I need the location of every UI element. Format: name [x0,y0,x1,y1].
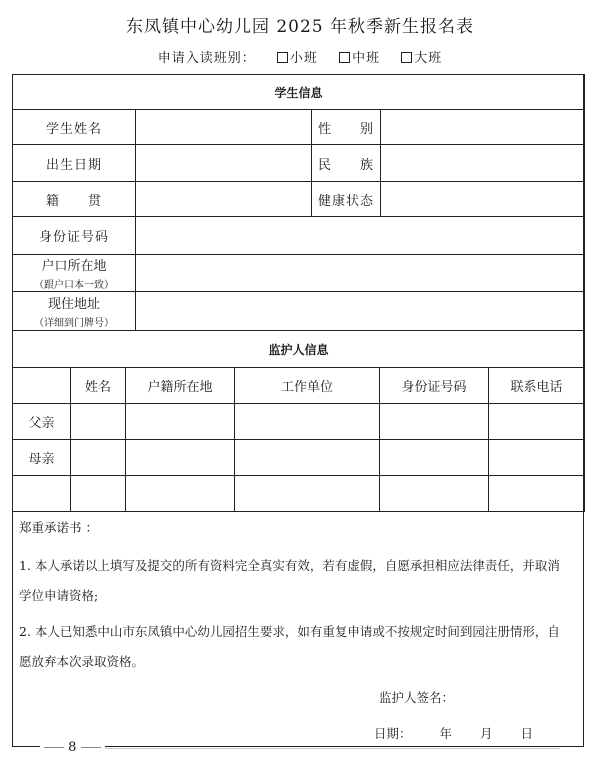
birth-date-label: 出生日期 [13,145,136,182]
footer-dash [44,747,64,748]
option-middle-class[interactable]: 中班 [339,51,380,66]
guardian-info-table [12,330,585,512]
footer-dash [81,747,101,748]
mother-name-field[interactable] [71,440,126,476]
address-label: 现住地址 （详细到门牌号） [13,292,136,331]
father-employer-field[interactable] [235,404,380,440]
health-field[interactable] [381,182,585,217]
mother-phone-field[interactable] [489,440,585,476]
class-selection [0,47,600,66]
other-name-field[interactable] [71,476,126,512]
pledge-section [19,513,571,749]
id-number-field[interactable] [136,217,585,255]
origin-label: 籍 贯 [13,182,136,217]
table-row [13,440,585,476]
checkbox-icon[interactable] [277,52,288,63]
col-name: 姓名 [71,368,126,404]
registration-form [12,74,584,747]
father-hukou-field[interactable] [126,404,235,440]
student-info-table [12,74,585,331]
checkbox-icon[interactable] [401,52,412,63]
guardian-signature-label: 监护人签名： [379,690,455,705]
ethnicity-field[interactable] [381,145,585,182]
guardian-section-title: 监护人信息 [13,331,585,368]
other-id-field[interactable] [380,476,489,512]
option-small-class[interactable]: 小班 [277,51,318,66]
mother-hukou-field[interactable] [126,440,235,476]
id-number-label: 身份证号码 [13,217,136,255]
checkbox-icon[interactable] [339,52,350,63]
date-label: 日期： [374,726,412,741]
row-label-other [13,476,71,512]
day-label: 日 [520,726,534,741]
option-big-class[interactable]: 大班 [401,51,442,66]
year-label: 年 [439,726,453,741]
col-employer: 工作单位 [235,368,380,404]
footer-rule [40,748,560,749]
student-section-title: 学生信息 [13,75,585,110]
student-name-field[interactable] [136,110,312,145]
hukou-label: 户口所在地 （跟户口本一致） [13,255,136,292]
pledge-item-2: 2. 本人已知悉中山市东凤镇中心幼儿园招生要求，如有重复申请或不按规定时间到园注册情形，自愿放弃本次录取资格。 [19,624,560,669]
father-id-field[interactable] [380,404,489,440]
class-prompt: 申请入读班别： [157,51,256,66]
father-phone-field[interactable] [489,404,585,440]
student-name-label: 学生姓名 [13,110,136,145]
hukou-field[interactable] [136,255,585,292]
col-phone: 联系电话 [489,368,585,404]
guardian-header-blank [13,368,71,404]
pledge-item-1: 1. 本人承诺以上填写及提交的所有资料完全真实有效，若有虚假，自愿承担相应法律责任，并取消学位申请资格; [19,558,560,603]
page-footer [40,740,105,755]
other-employer-field[interactable] [235,476,380,512]
father-name-field[interactable] [71,404,126,440]
ethnicity-label: 民 族 [312,145,381,182]
table-row [13,476,585,512]
row-label-mother: 母亲 [13,440,71,476]
pledge-title: 郑重承诺书 ： [19,520,98,535]
mother-id-field[interactable] [380,440,489,476]
health-label: 健康状态 [312,182,381,217]
row-label-father: 父亲 [13,404,71,440]
month-label: 月 [480,726,493,741]
gender-field[interactable] [381,110,585,145]
birth-date-field[interactable] [136,145,312,182]
address-field[interactable] [136,292,585,331]
other-phone-field[interactable] [489,476,585,512]
col-id-number: 身份证号码 [380,368,489,404]
col-hukou: 户籍所在地 [126,368,235,404]
other-hukou-field[interactable] [126,476,235,512]
page-number: 8 [68,740,77,755]
gender-label: 性 别 [312,110,381,145]
origin-field[interactable] [136,182,312,217]
mother-employer-field[interactable] [235,440,380,476]
table-row [13,404,585,440]
form-title: 东凤镇中心幼儿园 2025 年秋季新生报名表 [125,17,475,37]
